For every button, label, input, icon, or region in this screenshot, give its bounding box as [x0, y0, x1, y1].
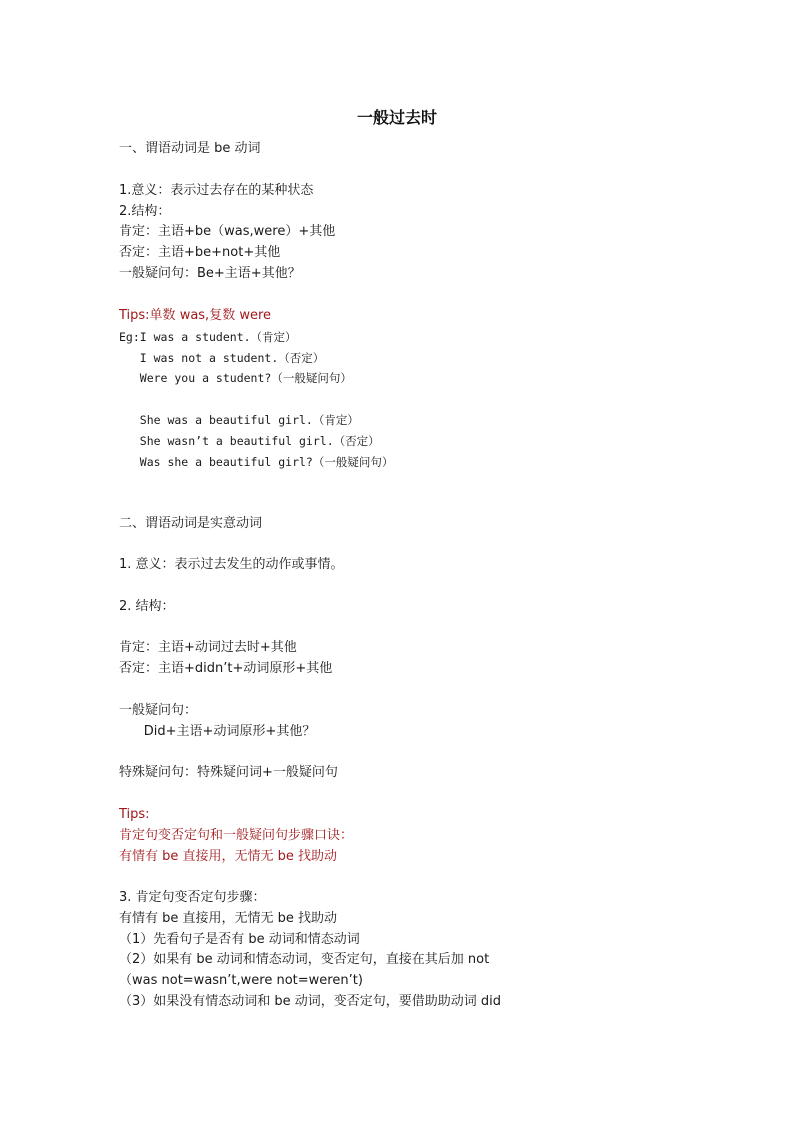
- section1-question: 一般疑问句：Be+主语+其他？: [119, 266, 301, 281]
- section1-structure-label: 2.结构：: [119, 204, 171, 219]
- example-line: She was a beautiful girl.（肯定）: [119, 413, 359, 427]
- example-line: Eg:I was a student.（肯定）: [119, 330, 297, 344]
- section2-special-question: 特殊疑问句：特殊疑问词+一般疑问句: [119, 765, 338, 780]
- example-line: Was she a beautiful girl?（一般疑问句）: [119, 455, 394, 469]
- section2-steps-rule: 有情有 be 直接用，无情无 be 找助动: [119, 911, 338, 926]
- section2-tips-line2: 有情有 be 直接用，无情无 be 找助动: [119, 849, 338, 864]
- section2-meaning: 1. 意义：表示过去发生的动作或事情。: [119, 557, 344, 572]
- section2-tips-line1: 肯定句变否定句和一般疑问句步骤口诀：: [119, 828, 354, 843]
- step-line: （2）如果有 be 动词和情态动词，变否定句，直接在其后加 not: [119, 952, 490, 967]
- document-title: 一般过去时: [356, 108, 437, 127]
- section2-tips-label: Tips:: [119, 807, 150, 822]
- section2-affirmative: 肯定：主语+动词过去时+其他: [119, 640, 297, 655]
- section1-affirmative: 肯定：主语+be（was,were）+其他: [119, 224, 336, 239]
- example-line: I was not a student.（否定）: [119, 351, 325, 365]
- section1-negative: 否定：主语+be+not+其他: [119, 245, 281, 260]
- section1-meaning: 1.意义：表示过去存在的某种状态: [119, 183, 314, 198]
- step-line: （1）先看句子是否有 be 动词和情态动词: [119, 932, 360, 947]
- section2-question-label: 一般疑问句：: [119, 703, 198, 718]
- example-line: Were you a student?（一般疑问句）: [119, 371, 352, 385]
- step-line: （3）如果没有情态动词和 be 动词，变否定句，要借助助动词 did: [119, 994, 502, 1009]
- section2-structure-label: 2. 结构：: [119, 599, 175, 614]
- step-line: （was not=wasn’t,were not=weren’t): [119, 973, 363, 988]
- section2-heading: 二、谓语动词是实意动词: [119, 516, 263, 531]
- example-line: She wasn’t a beautiful girl.（否定）: [119, 434, 380, 448]
- section2-negative: 否定：主语+didn’t+动词原形+其他: [119, 661, 333, 676]
- section2-question: Did+主语+动词原形+其他？: [119, 724, 316, 739]
- section1-heading: 一、谓语动词是 be 动词: [119, 141, 261, 156]
- section2-steps-label: 3. 肯定句变否定句步骤：: [119, 890, 266, 905]
- section1-tips: Tips:单数 was,复数 were: [119, 308, 272, 323]
